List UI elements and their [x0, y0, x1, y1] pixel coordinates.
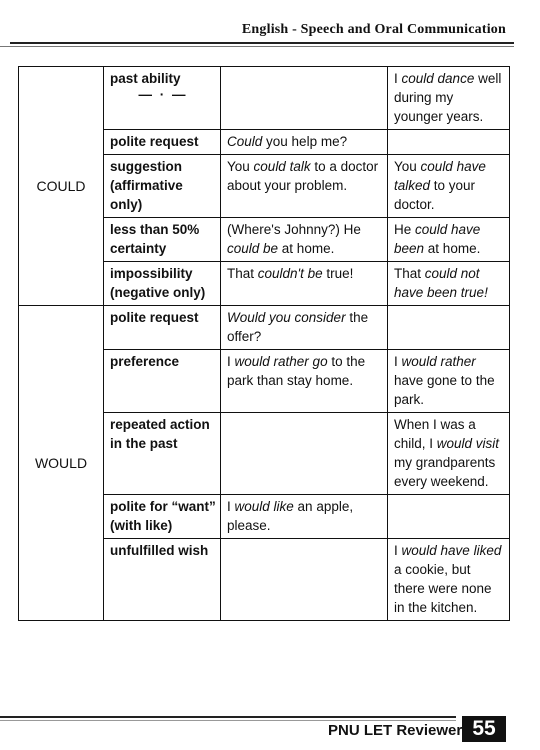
table-row — [19, 67, 510, 130]
header-rule-thin — [0, 46, 514, 47]
page-number: 55 — [462, 716, 506, 742]
text-segment: Would you consider — [227, 310, 346, 325]
text-segment: could have talked — [394, 159, 486, 193]
usage-cell — [104, 413, 221, 495]
dash-mark: — · — — [138, 87, 188, 102]
usage-cell — [104, 350, 221, 413]
past-example-cell — [388, 495, 510, 539]
text-segment: That — [227, 266, 258, 281]
text-segment: could have been — [394, 222, 481, 256]
present-example-cell — [221, 130, 388, 155]
usage-cell — [104, 130, 221, 155]
usage-cell — [104, 67, 221, 130]
text-segment: would visit — [436, 436, 500, 451]
text-segment: an apple, please. — [227, 499, 354, 533]
past-example-cell — [388, 539, 510, 621]
modal-cell-would: WOULD — [19, 306, 104, 621]
text-segment: the offer? — [227, 310, 369, 344]
past-example-cell — [388, 306, 510, 350]
page-header-title: English - Speech and Oral Communication — [241, 22, 506, 37]
text-segment: to the park than stay home. — [227, 354, 366, 388]
text-segment: would rather go — [234, 354, 328, 369]
modal-usage-table — [18, 66, 510, 621]
text-segment: I — [227, 354, 235, 369]
present-example-cell — [221, 306, 388, 350]
usage-label: less than 50% certainty — [110, 222, 200, 256]
text-segment: my grandparents every weekend. — [394, 455, 496, 489]
text-segment: could talk — [253, 159, 311, 174]
usage-cell — [104, 262, 221, 306]
present-example-cell — [221, 218, 388, 262]
text-segment: I — [394, 543, 402, 558]
past-example-cell — [388, 155, 510, 218]
footer-title: PNU LET Reviewer — [328, 722, 463, 739]
text-segment: could not have been true! — [394, 266, 488, 300]
footer-rule — [0, 716, 456, 718]
past-example-cell — [388, 218, 510, 262]
text-segment: I — [227, 499, 235, 514]
usage-label: suggestion (affirmative only) — [110, 159, 183, 212]
text-segment: at home. — [424, 241, 481, 256]
usage-label: preference — [110, 354, 180, 369]
usage-cell — [104, 539, 221, 621]
usage-cell — [104, 155, 221, 218]
text-segment: to your doctor. — [394, 178, 476, 212]
text-segment: I — [394, 71, 402, 86]
usage-label: impossibility (negative only) — [110, 266, 206, 300]
usage-label: polite request — [110, 310, 199, 325]
usage-label: unfulfilled wish — [110, 543, 209, 558]
text-segment: would have liked — [401, 543, 502, 558]
usage-label: polite request — [110, 134, 199, 149]
text-segment: Could — [227, 134, 263, 149]
present-example-cell — [221, 350, 388, 413]
text-segment: true! — [322, 266, 354, 281]
text-segment: could be — [227, 241, 279, 256]
text-segment: couldn't be — [257, 266, 323, 281]
text-segment: He — [394, 222, 416, 237]
text-segment: I — [394, 354, 402, 369]
present-example-cell — [221, 262, 388, 306]
past-example-cell — [388, 350, 510, 413]
present-example-cell — [221, 413, 388, 495]
usage-label: past ability — [110, 71, 181, 86]
footer-rule-thin — [0, 720, 456, 721]
usage-cell — [104, 306, 221, 350]
text-segment: have gone to the park. — [394, 373, 495, 407]
usage-label: repeated action in the past — [110, 417, 210, 451]
text-segment: would like — [234, 499, 294, 514]
text-segment: would rather — [401, 354, 476, 369]
usage-cell — [104, 218, 221, 262]
text-segment: You — [394, 159, 421, 174]
text-segment: That — [394, 266, 425, 281]
text-segment: When I was a child, I — [394, 417, 476, 451]
present-example-cell — [221, 155, 388, 218]
past-example-cell — [388, 130, 510, 155]
text-segment: a cookie, but there were none in the kitchen. — [394, 562, 492, 615]
text-segment: well during my younger years. — [394, 71, 502, 124]
text-segment: at home. — [278, 241, 335, 256]
past-example-cell — [388, 262, 510, 306]
present-example-cell — [221, 495, 388, 539]
past-example-cell — [388, 67, 510, 130]
past-example-cell — [388, 413, 510, 495]
header-rule — [10, 42, 514, 44]
usage-label: polite for “want” (with like) — [110, 499, 216, 533]
text-segment: to a doctor about your problem. — [227, 159, 379, 193]
modal-cell-could: COULD — [19, 67, 104, 306]
text-segment: could dance — [401, 71, 475, 86]
text-segment: (Where's Johnny?) He — [227, 222, 361, 237]
present-example-cell — [221, 67, 388, 130]
present-example-cell — [221, 539, 388, 621]
usage-cell — [104, 495, 221, 539]
text-segment: You — [227, 159, 254, 174]
table-row — [19, 306, 510, 350]
text-segment: you help me? — [262, 134, 348, 149]
